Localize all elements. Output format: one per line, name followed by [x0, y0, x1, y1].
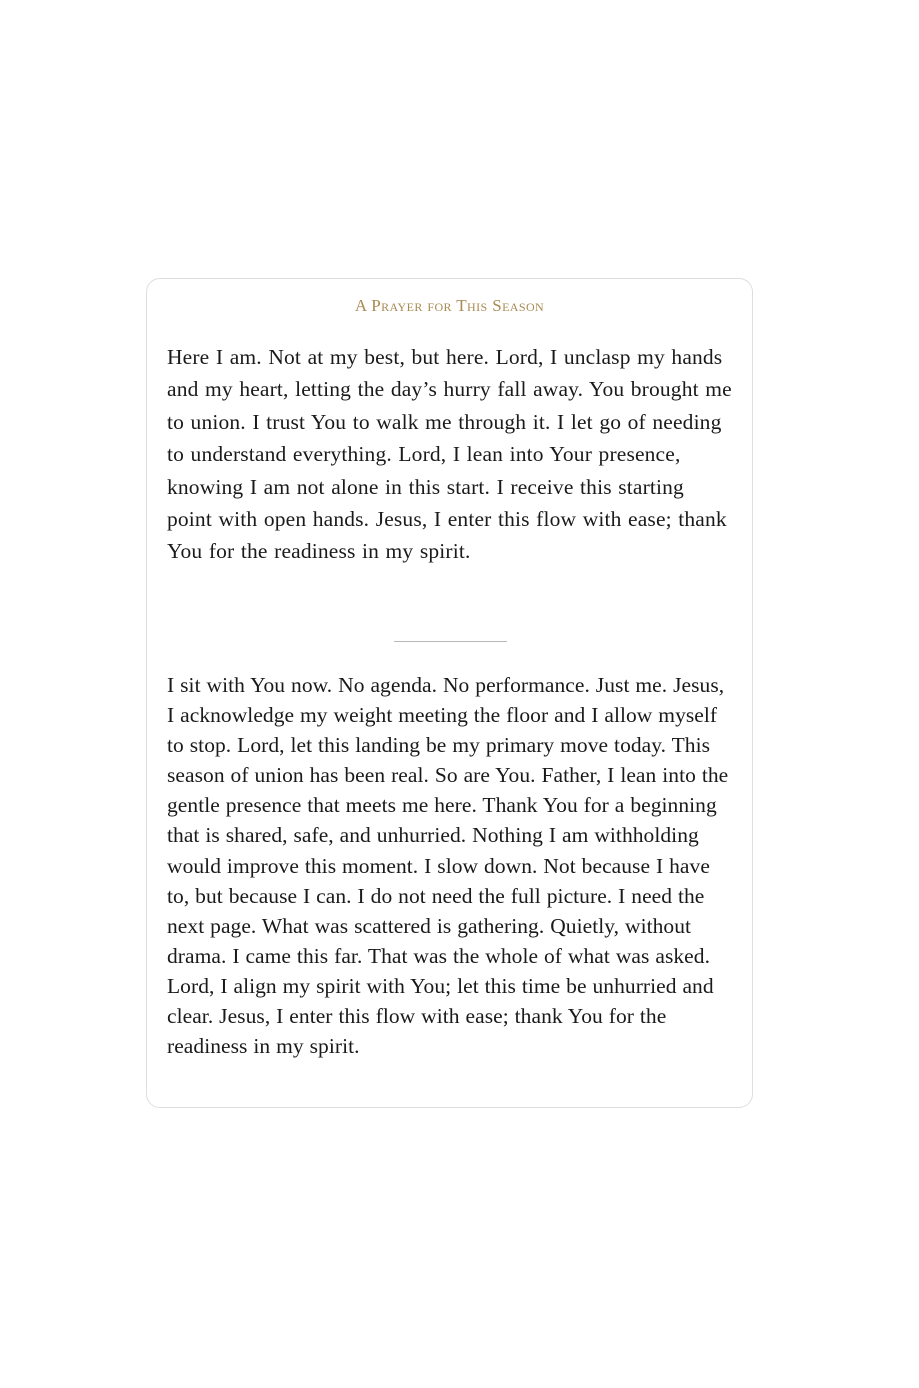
prayer-card [146, 278, 753, 1108]
prayer-paragraph-2: I sit with You now. No agenda. No performance. Just me. Jesus, I acknowledge my weight meeting the floor and I allow myself to stop. Lord, let this landing be my primary move today. This season of union has been real. So are You. Father, I lean into the gentle presence that meets me here. Thank You for a beginning that is shared, safe, and unhurried. Nothing I am withholding would improve this moment. I slow down. Not because I have to, but because I can. I do not need the full picture. I need the next page. What was scattered is gathering. Quietly, without drama. I came this far. That was the whole of what was asked. Lord, I align my spirit with You; let this time be unhurried and clear. Jesus, I enter this flow with ease; thank You for the readiness in my spirit. [167, 673, 729, 1059]
prayer-paragraph-1: Here I am. Not at my best, but here. Lord, I unclasp my hands and my heart, letting the day’s hurry fall away. You brought me to union. I trust You to walk me through it. I let go of needing to understand everything. Lord, I lean into Your presence, knowing I am not alone in this start. I receive this starting point with open hands. Jesus, I enter this flow with ease; thank You for the readiness in my spirit. [167, 345, 732, 564]
section-divider [394, 641, 507, 642]
card-title: A Prayer for This Season [354, 296, 545, 315]
